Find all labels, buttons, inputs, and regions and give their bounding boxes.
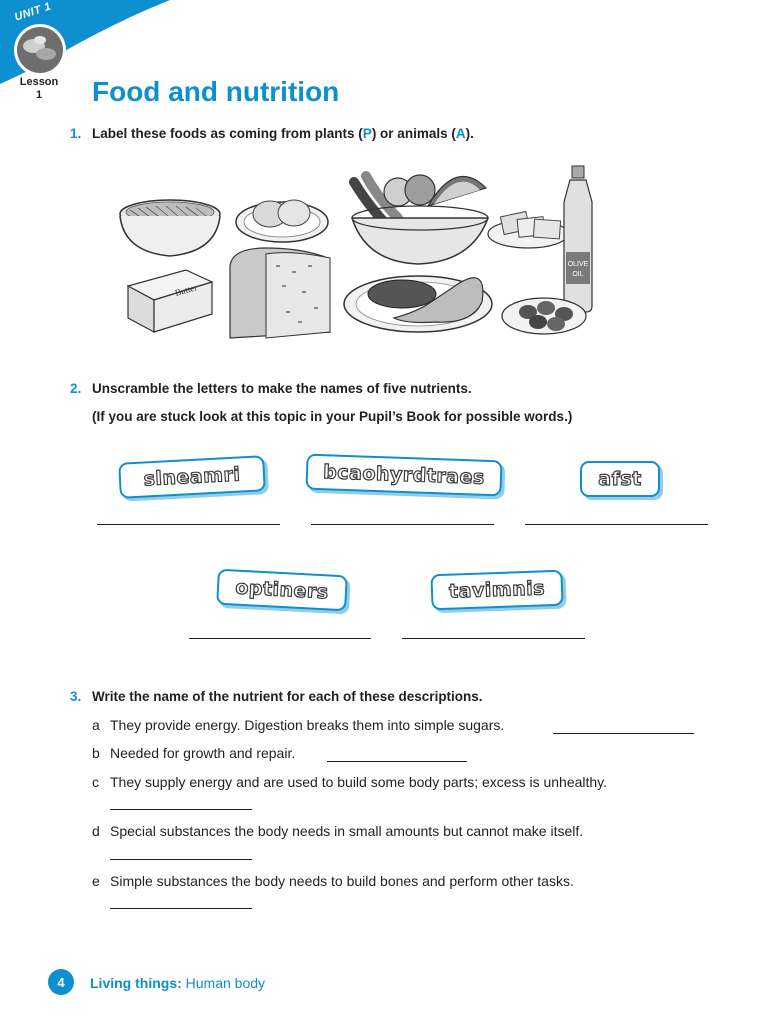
description-b-text: Needed for growth and repair.: [110, 745, 296, 761]
footer-topic: Human body: [185, 975, 266, 991]
description-a-text: They provide energy. Digestion breaks them into simple sugars.: [110, 717, 505, 733]
description-e: [92, 873, 574, 889]
description-c-letter: c: [92, 774, 99, 790]
description-d: [92, 823, 583, 839]
answer-line-3a[interactable]: [553, 733, 694, 734]
question-1-text-middle: ) or animals (: [371, 126, 456, 141]
question-1: [70, 126, 474, 141]
oil-label-line1: OLIVE: [567, 261, 589, 268]
question-3: [70, 689, 483, 704]
question-1-number: 1.: [70, 126, 82, 141]
answer-line-2-2[interactable]: [311, 524, 494, 525]
scrambled-tile-1: slneamri: [118, 455, 266, 499]
scrambled-tile-3: afst: [580, 461, 660, 497]
question-2-line2: (If you are stuck look at this topic in your Pupil’s Book for possible words.): [92, 409, 573, 424]
animal-letter: A: [455, 126, 466, 141]
answer-line-2-5[interactable]: [402, 638, 585, 639]
question-1-text-after: ).: [465, 126, 474, 141]
lesson-number: 1: [35, 89, 43, 101]
bread-loaf-image: [230, 248, 330, 338]
answer-line-3b[interactable]: [327, 761, 467, 762]
question-3-text: Write the name of the nutrient for each of these descriptions.: [92, 689, 483, 704]
answer-line-3d[interactable]: [110, 859, 252, 860]
fruit-bowl-image: [352, 175, 488, 264]
lesson-word: Lesson: [19, 76, 59, 88]
rice-bowl-image: [120, 200, 220, 256]
description-e-letter: e: [92, 873, 100, 889]
question-1-text-before: Label these foods as coming from plants (: [92, 126, 363, 141]
footer-section: [90, 975, 265, 991]
eggs-plate-image: [236, 200, 328, 242]
question-2: [70, 381, 472, 396]
crackers-plate-image: [488, 211, 568, 248]
description-a-letter: a: [92, 717, 100, 733]
answer-line-2-4[interactable]: [189, 638, 371, 639]
plant-letter: P: [362, 126, 372, 141]
answer-line-2-1[interactable]: [97, 524, 280, 525]
page-number: 4: [48, 969, 74, 995]
page-title: Food and nutrition: [92, 76, 340, 107]
scrambled-tile-2: bcaohyrdtraes: [305, 454, 502, 497]
butter-image: [128, 270, 212, 332]
description-a: [92, 717, 504, 733]
description-e-text: Simple substances the body needs to build bones and perform other tasks.: [110, 873, 574, 889]
answer-line-3e[interactable]: [110, 908, 252, 909]
scrambled-tile-5: tavimnis: [430, 570, 563, 611]
question-3-number: 3.: [70, 689, 82, 704]
unit-label: UNIT 1: [13, 0, 53, 24]
olives-plate-image: [502, 298, 586, 334]
description-b-letter: b: [92, 745, 100, 761]
description-c-text: They supply energy and are used to build some body parts; excess is unhealthy.: [110, 774, 608, 790]
scrambled-tile-4: optiners: [216, 569, 348, 612]
description-c: [92, 774, 607, 790]
olive-oil-bottle-image: [564, 166, 592, 312]
footer-section-label: Living things:: [90, 975, 182, 991]
chicken-plate-image: [344, 276, 492, 332]
question-2-line1: Unscramble the letters to make the names of five nutrients.: [92, 381, 472, 396]
answer-line-2-3[interactable]: [525, 524, 708, 525]
description-d-text: Special substances the body needs in small amounts but cannot make itself.: [110, 823, 584, 839]
answer-line-3c[interactable]: [110, 809, 252, 810]
lesson-label: [14, 76, 64, 102]
description-d-letter: d: [92, 823, 100, 839]
butter-text: Butter: [173, 282, 199, 298]
question-2-number: 2.: [70, 381, 82, 396]
food-illustration: [116, 162, 616, 352]
oil-label-line2: OIL: [572, 271, 584, 278]
description-b: [92, 745, 295, 761]
